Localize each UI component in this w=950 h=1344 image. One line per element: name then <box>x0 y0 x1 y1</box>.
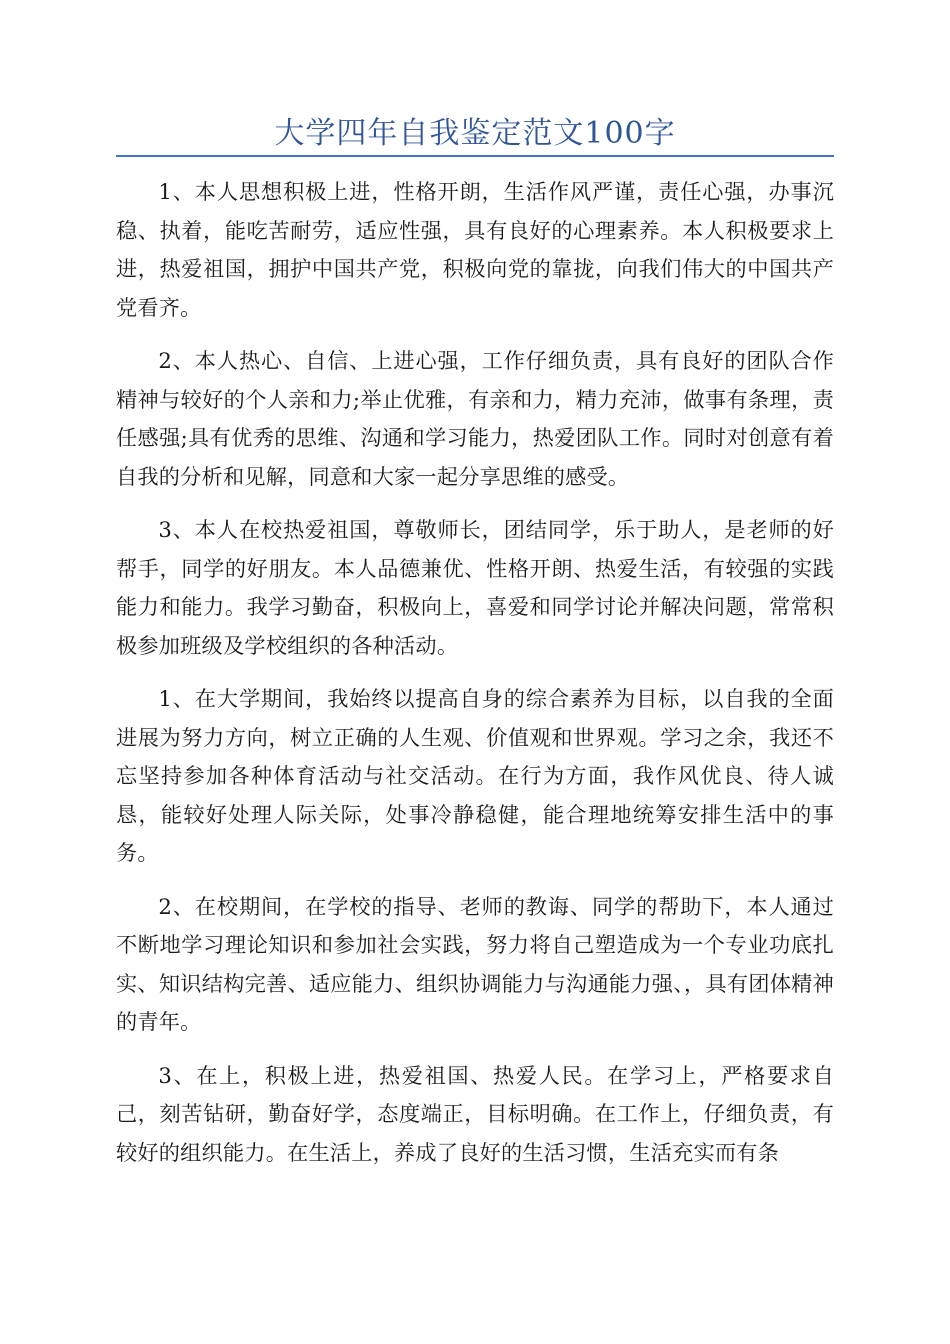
document-title: 大学四年自我鉴定范文100字 <box>274 116 676 151</box>
paragraph: 2、在校期间，在学校的指导、老师的教诲、同学的帮助下，本人通过不断地学习理论知识和参加社会实践，努力将自己塑造成为一个专业功底扎实、知识结构完善、适应能力、组织协调能力与沟通能力强、，具有团体精神的青年。 <box>116 893 834 1034</box>
title-underline <box>116 155 834 157</box>
paragraph: 1、在大学期间，我始终以提高自身的综合素养为目标，以自我的全面进展为努力方向，树立正确的人生观、价值观和世界观。学习之余，我还不忘坚持参加各种体育活动与社交活动。在行为方面，我作风优良、待人诚恳，能较好处理人际关际，处事冷静稳健，能合理地统筹安排生活中的事务。 <box>116 686 834 865</box>
paragraph: 2、本人热心、自信、上进心强，工作仔细负责，具有良好的团队合作精神与较好的个人亲和力;举止优雅，有亲和力，精力充沛，做事有条理，责任感强;具有优秀的思维、沟通和学习能力，热爱团队工作。同时对创意有着自我的分析和见解，同意和大家一起分享思维的感受。 <box>116 348 834 489</box>
paragraph: 3、在上，积极上进，热爱祖国、热爱人民。在学习上，严格要求自己，刻苦钻研，勤奋好学，态度端正，目标明确。在工作上，仔细负责，有较好的组织能力。在生活上，养成了良好的生活习惯，生活充实而有条 <box>116 1062 834 1165</box>
document-body <box>116 173 834 1187</box>
paragraph: 1、本人思想积极上进，性格开朗，生活作风严谨，责任心强，办事沉稳、执着，能吃苦耐劳，适应性强，具有良好的心理素养。本人积极要求上进，热爱祖国，拥护中国共产党，积极向党的靠拢，向我们伟大的中国共产党看齐。 <box>116 179 834 320</box>
paragraph: 3、本人在校热爱祖国，尊敬师长，团结同学，乐于助人，是老师的好帮手，同学的好朋友。本人品德兼优、性格开朗、热爱生活，有较强的实践能力和能力。我学习勤奋，积极向上，喜爱和同学讨论并解决问题，常常积极参加班级及学校组织的各种活动。 <box>116 517 834 658</box>
